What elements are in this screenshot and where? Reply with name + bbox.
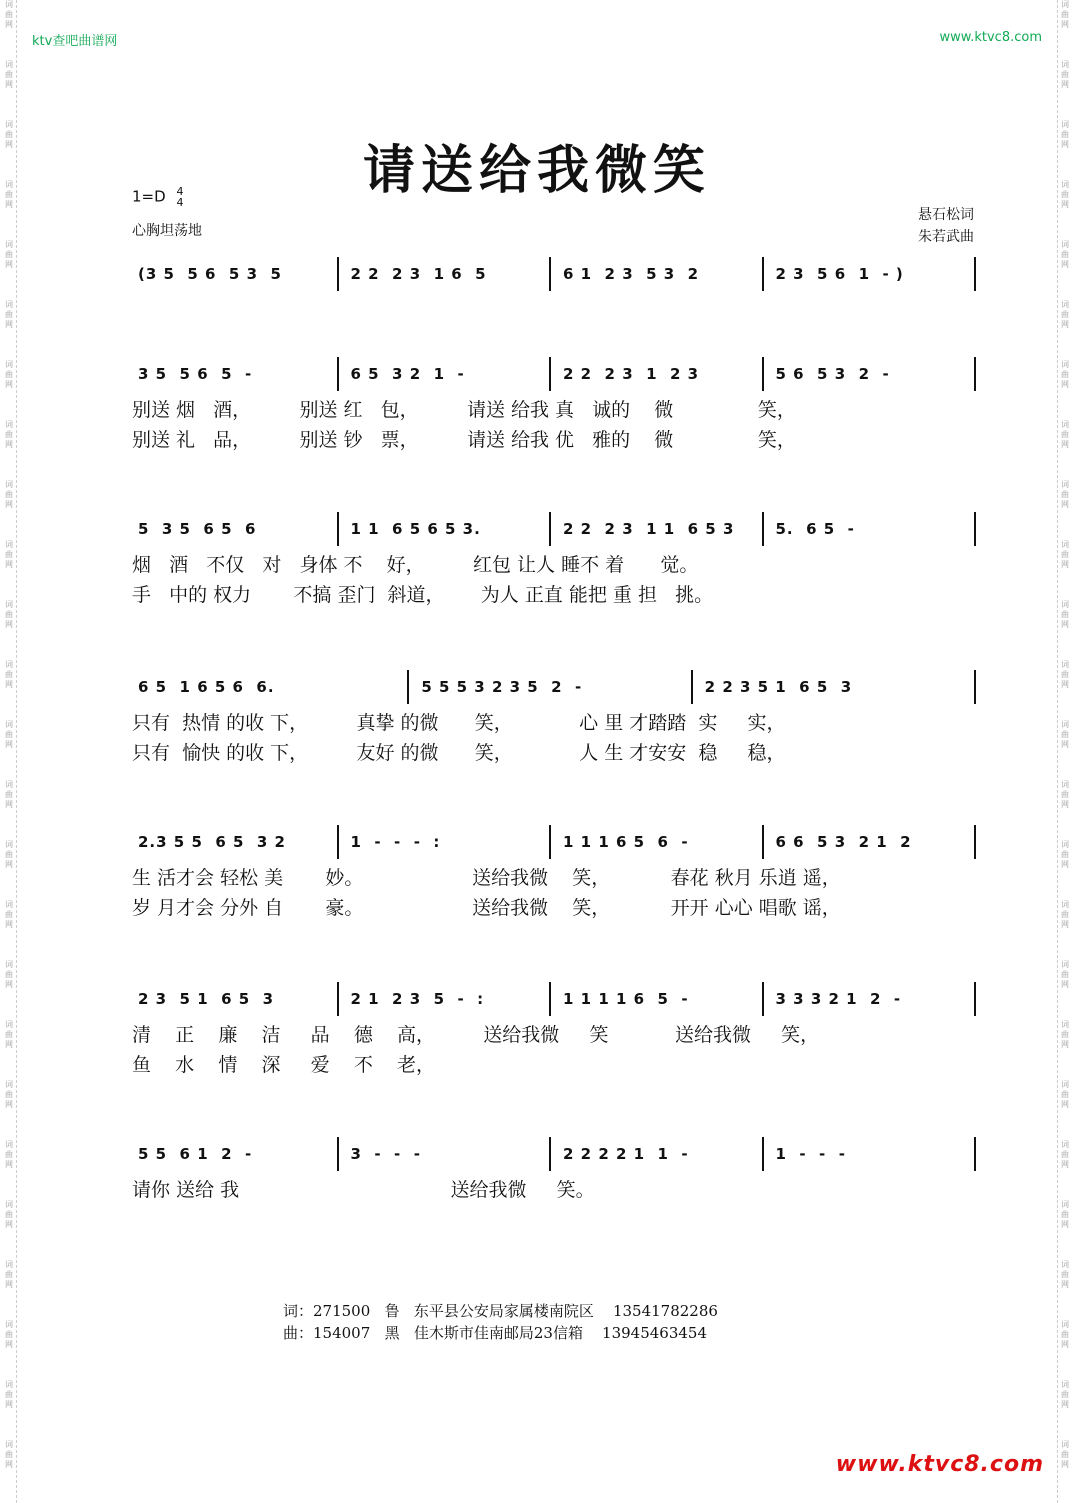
measure-notes: 2 2 3 5 1 6 5 3	[704, 678, 853, 696]
measure-notes: 2 2 2 3 1 6 5	[350, 265, 487, 283]
watermark-text: 词 曲 网	[5, 0, 13, 29]
watermark-text: 词 曲 网	[5, 60, 13, 89]
watermark-text: 词 曲 网	[5, 540, 13, 569]
watermark-text: 词 曲 网	[1061, 540, 1069, 569]
notation-line	[128, 355, 978, 395]
watermark-text: 词 曲 网	[1061, 240, 1069, 269]
measure-notes: 5 6 5 3 2 -	[775, 365, 890, 383]
lyric-line	[128, 580, 978, 610]
watermark-text: 词 曲 网	[5, 900, 13, 929]
bar-line	[337, 825, 339, 859]
bar-line	[337, 1137, 339, 1171]
watermark-text: 词 曲 网	[5, 420, 13, 449]
lyric-line	[128, 893, 978, 923]
bar-line	[762, 257, 764, 291]
lyric-text: 别送 烟 酒， 别送 红 包， 请送 给我 真 诚的 微 笑，	[132, 399, 796, 421]
bar-line	[762, 1137, 764, 1171]
lyric-line	[128, 425, 978, 455]
bar-line	[974, 825, 976, 859]
lyricist: 悬石松词	[918, 207, 974, 223]
watermark-text: 词 曲 网	[5, 120, 13, 149]
bar-line	[974, 257, 976, 291]
lyric-text: 请你 送给 我 送给我微 笑。	[132, 1179, 595, 1201]
site-logo[interactable]: www.ktvc8.com	[835, 1452, 1044, 1477]
watermark-text: 词 曲 网	[5, 1020, 13, 1049]
bar-line	[337, 982, 339, 1016]
lyric-text: 清 正 廉 洁 品 德 高， 送给我微 笑 送给我微 笑，	[132, 1024, 820, 1046]
bar-line	[974, 512, 976, 546]
bar-line	[762, 512, 764, 546]
credits	[918, 204, 974, 248]
watermark-text: 词 曲 网	[1061, 900, 1069, 929]
watermark-text: 词 曲 网	[1061, 1320, 1069, 1349]
watermark-text: 词 曲 网	[1061, 120, 1069, 149]
measure-notes: 6 5 1 6 5 6 6.	[138, 678, 275, 696]
lyric-text: 手 中的 权力 不搞 歪门 斜道， 为人 正直 能把 重 担 挑。	[132, 584, 714, 606]
watermark-text: 词 曲 网	[5, 1140, 13, 1169]
staff-system	[128, 1135, 978, 1205]
staff-system	[128, 355, 978, 455]
measure-notes: 2.3 5 5 6 5 3 2	[138, 833, 286, 851]
measure-notes: 5 3 5 6 5 6	[138, 520, 257, 538]
lyric-line	[128, 550, 978, 580]
bar-line	[762, 982, 764, 1016]
contact-footer	[283, 1300, 718, 1344]
watermark-text: 词 曲 网	[1061, 1260, 1069, 1289]
watermark-text: 词 曲 网	[1061, 960, 1069, 989]
notation-line	[128, 255, 978, 295]
song-title: 请送给我微笑	[362, 140, 711, 201]
lyric-line	[128, 1050, 978, 1080]
watermark-text: 词 曲 网	[1061, 300, 1069, 329]
bar-line	[549, 512, 551, 546]
lyric-line	[128, 863, 978, 893]
notation-line	[128, 980, 978, 1020]
watermark-text: 词 曲 网	[1061, 660, 1069, 689]
footer-line-lyricist: 词：271500 鲁 东平县公安局家属楼南院区 13541782286	[283, 1302, 718, 1320]
watermark-text: 词 曲 网	[5, 1320, 13, 1349]
bar-line	[549, 825, 551, 859]
watermark-text: 词 曲 网	[5, 660, 13, 689]
watermark-text: 词 曲 网	[1061, 1200, 1069, 1229]
bar-line	[974, 982, 976, 1016]
lyric-text: 只有 热情 的收 下， 真挚 的微 笑， 心 里 才踏踏 实 实，	[132, 712, 786, 734]
measure-notes: 2 3 5 6 1 - )	[775, 265, 904, 283]
watermark-text: 词 曲 网	[1061, 1380, 1069, 1409]
bar-line	[549, 1137, 551, 1171]
bar-line	[337, 257, 339, 291]
measure-notes: 5 5 6 1 2 -	[138, 1145, 253, 1163]
watermark-text: 词 曲 网	[5, 360, 13, 389]
bar-line	[762, 825, 764, 859]
measure-notes: 3 - - -	[350, 1145, 421, 1163]
measure-notes: 1 1 1 6 5 6 -	[563, 833, 689, 851]
key-signature	[132, 186, 183, 208]
bar-line	[549, 257, 551, 291]
measure-notes: 6 1 2 3 5 3 2	[563, 265, 700, 283]
watermark-text: 词 曲 网	[5, 480, 13, 509]
watermark-text: 词 曲 网	[1061, 1440, 1069, 1469]
lyric-line	[128, 1175, 978, 1205]
watermark-text: 词 曲 网	[1061, 600, 1069, 629]
measure-notes: 1 1 6 5 6 5 3.	[350, 520, 481, 538]
footer-line-composer: 曲：154007 黑 佳木斯市佳南邮局23信箱 13945463454	[283, 1324, 708, 1342]
watermark-text: 词 曲 网	[1061, 840, 1069, 869]
watermark-text: 词 曲 网	[5, 720, 13, 749]
bar-line	[974, 670, 976, 704]
watermark-text: 词 曲 网	[1061, 1080, 1069, 1109]
bar-line	[407, 670, 409, 704]
bar-line	[549, 982, 551, 1016]
measure-notes: 5 5 5 3 2 3 5 2 -	[421, 678, 583, 696]
watermark-text: 词 曲 网	[5, 300, 13, 329]
measure-notes: 5. 6 5 -	[775, 520, 855, 538]
site-name[interactable]: ktv查吧曲谱网	[32, 34, 118, 49]
watermark-text: 词 曲 网	[5, 1200, 13, 1229]
lyric-text: 别送 礼 品， 别送 钞 票， 请送 给我 优 雅的 微 笑，	[132, 429, 796, 451]
bar-line	[337, 357, 339, 391]
lyric-line	[128, 395, 978, 425]
key-label: 1=D	[132, 187, 166, 206]
watermark-text: 词 曲 网	[1061, 720, 1069, 749]
staff-system	[128, 980, 978, 1080]
time-signature	[176, 186, 183, 208]
watermark-text: 词 曲 网	[5, 1380, 13, 1409]
right-watermark-strip	[1057, 0, 1072, 1503]
bar-line	[691, 670, 693, 704]
lyric-text: 只有 愉快 的收 下， 友好 的微 笑， 人 生 才安安 稳 稳，	[132, 742, 786, 764]
staff-system	[128, 823, 978, 923]
watermark-text: 词 曲 网	[5, 780, 13, 809]
measure-notes: 2 2 2 2 1 1 -	[563, 1145, 689, 1163]
meter-top: 4	[176, 185, 184, 198]
watermark-text: 词 曲 网	[5, 1080, 13, 1109]
watermark-text: 词 曲 网	[1061, 180, 1069, 209]
measure-notes: (3 5 5 6 5 3 5	[138, 265, 282, 283]
watermark-text: 词 曲 网	[5, 1260, 13, 1289]
lyric-line	[128, 738, 978, 768]
measure-notes: 1 - - - :	[350, 833, 441, 851]
lyric-line	[128, 708, 978, 738]
lyric-text: 生 活才会 轻松 美 妙。 送给我微 笑， 春花 秋月 乐逍 遥，	[132, 867, 841, 889]
lyric-line	[128, 1020, 978, 1050]
staff-system	[128, 255, 978, 295]
staff-system	[128, 668, 978, 768]
measure-notes: 2 2 2 3 1 2 3	[563, 365, 700, 383]
watermark-text: 词 曲 网	[1061, 60, 1069, 89]
watermark-text: 词 曲 网	[5, 1440, 13, 1469]
bar-line	[337, 512, 339, 546]
notation-line	[128, 1135, 978, 1175]
bar-line	[549, 357, 551, 391]
bar-line	[762, 357, 764, 391]
measure-notes: 1 1 1 1 6 5 -	[563, 990, 689, 1008]
measure-notes: 6 6 5 3 2 1 2	[775, 833, 912, 851]
notation-line	[128, 668, 978, 708]
watermark-text: 词 曲 网	[1061, 480, 1069, 509]
notation-line	[128, 823, 978, 863]
notation-line	[128, 510, 978, 550]
measure-notes: 3 3 3 2 1 2 -	[775, 990, 902, 1008]
bar-line	[974, 1137, 976, 1171]
watermark-text: 词 曲 网	[5, 840, 13, 869]
composer: 朱若武曲	[918, 229, 974, 245]
watermark-text: 词 曲 网	[5, 960, 13, 989]
measure-notes: 1 - - -	[775, 1145, 846, 1163]
watermark-text: 词 曲 网	[5, 240, 13, 269]
measure-notes: 2 3 5 1 6 5 3	[138, 990, 275, 1008]
measure-notes: 2 2 2 3 1 1 6 5 3	[563, 520, 735, 538]
measure-notes: 6 5 3 2 1 -	[350, 365, 465, 383]
watermark-text: 词 曲 网	[1061, 780, 1069, 809]
watermark-text: 词 曲 网	[1061, 360, 1069, 389]
watermark-text: 词 曲 网	[1061, 1140, 1069, 1169]
bar-line	[974, 357, 976, 391]
watermark-text: 词 曲 网	[5, 600, 13, 629]
watermark-text: 词 曲 网	[1061, 420, 1069, 449]
measure-notes: 3 5 5 6 5 -	[138, 365, 253, 383]
measure-notes: 2 1 2 3 5 - :	[350, 990, 485, 1008]
staff-system	[128, 510, 978, 610]
meter-bottom: 4	[176, 196, 184, 209]
site-url[interactable]: www.ktvc8.com	[939, 30, 1042, 45]
tempo-marking: 心胸坦荡地	[132, 223, 202, 239]
lyric-text: 烟 酒 不仅 对 身体 不 好， 红包 让人 睡不 着 觉。	[132, 554, 699, 576]
lyric-text: 岁 月才会 分外 自 豪。 送给我微 笑， 开开 心心 唱歌 谣，	[132, 897, 841, 919]
watermark-text: 词 曲 网	[1061, 1020, 1069, 1049]
watermark-text: 词 曲 网	[1061, 0, 1069, 29]
lyric-text: 鱼 水 情 深 爱 不 老，	[132, 1054, 435, 1076]
watermark-text: 词 曲 网	[5, 180, 13, 209]
left-watermark-strip	[2, 0, 17, 1503]
